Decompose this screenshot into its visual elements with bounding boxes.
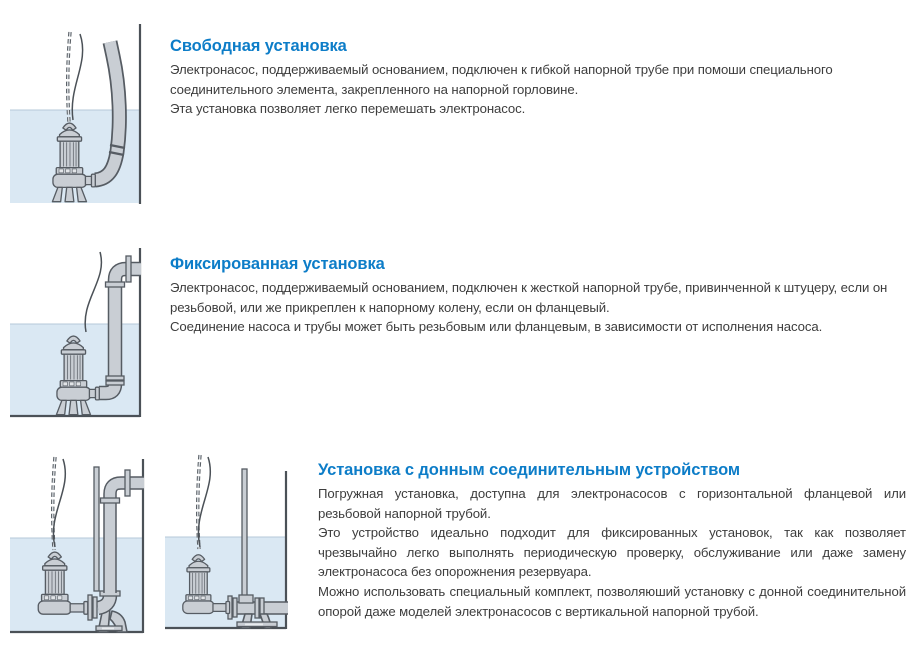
section-title: Свободная установка	[170, 37, 347, 55]
section-bottom-coupling	[318, 460, 906, 621]
guide-rail-icon	[242, 469, 247, 597]
section-paragraph: Можно использовать специальный комплект, позволяюший установку с донной соединительной опорой даже моделей электронасосов с вертикальной напорной трубой.	[318, 583, 906, 619]
section-fixed-installation	[170, 254, 892, 337]
section-paragraph: Это устройство идеально подходит для фиксированных установок, так как позволяет чрезвычайно легко выполнять периодическую проверку, обслуживание или даже замену электронасоса без опорожнения резервуара.	[318, 525, 906, 580]
section-paragraph: Электронасос, поддерживаемый основанием, подключен к гибкой напорной трубе при помоши специального соединительного элемента, закрепленного на напорной горловине.	[170, 62, 833, 97]
section-paragraph: Соединение насоса и трубы может быть резьбовым или фланцевым, в зависимости от исполнения насоса.	[170, 319, 823, 335]
power-cable-icon	[85, 252, 101, 332]
bottom-coupling-horizontal-pipe-diagram	[165, 445, 315, 657]
section-paragraph: Погружная установка, доступна для электронасосов с горизонтальной фланцевой или резьбовой напорной трубой.	[318, 486, 906, 521]
power-cable-icon	[72, 34, 82, 120]
guide-rail-icon	[94, 467, 99, 591]
section-free-installation	[170, 36, 892, 119]
lifting-chain-icon	[68, 32, 70, 122]
section-paragraph: Электронасос, поддерживаемый основанием, подключен к жесткой напорной трубе, привинченной к штуцеру, если он резьбовой, или же прикреплен к напорному колену, если он фланцевый.	[170, 280, 888, 315]
bottom-coupling-vertical-pipe-diagram	[10, 445, 160, 657]
section-paragraph: Эта установка позволяет легко перемешать электронасос.	[170, 101, 526, 117]
free-installation-diagram	[10, 8, 160, 220]
section-title: Установка с донным соединительным устройством	[318, 461, 740, 479]
section-title: Фиксированная установка	[170, 255, 385, 273]
fixed-installation-diagram	[10, 228, 160, 440]
